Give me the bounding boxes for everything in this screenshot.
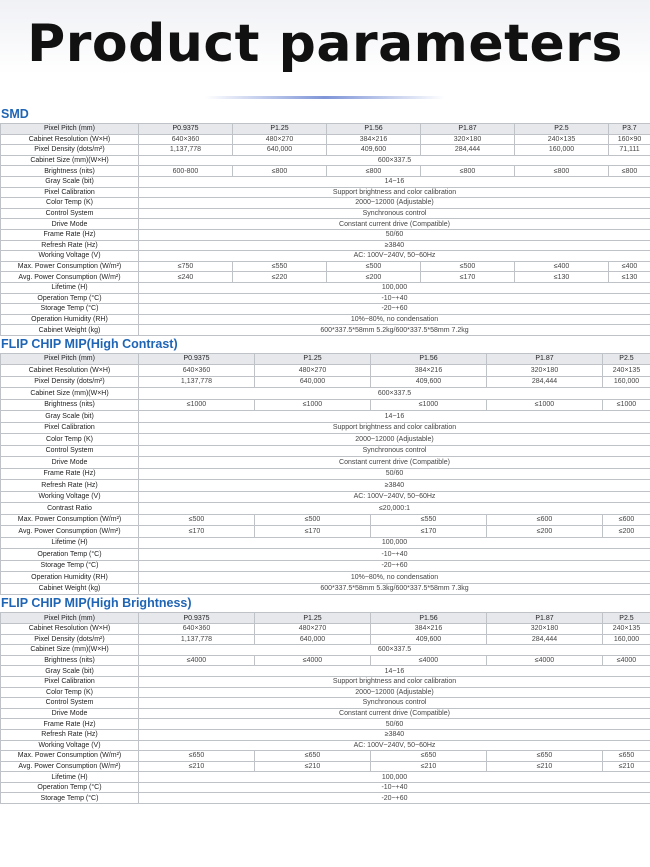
table-cell: ≤600 (487, 514, 603, 526)
spec-table (0, 353, 650, 596)
table-cell: Constant current drive (Compatible) (139, 708, 650, 719)
row-label: Pixel Calibration (1, 676, 139, 687)
table-row (1, 491, 650, 503)
row-label: Cabinet Weight (kg) (1, 583, 139, 595)
page-title: Product parameters (27, 14, 623, 74)
table-cell: 100,000 (139, 282, 650, 293)
table-cell: 640×360 (139, 623, 255, 634)
column-header: P0.9375 (139, 613, 255, 624)
row-label-header: Pixel Pitch (mm) (1, 613, 139, 624)
table-cell: ≤210 (255, 761, 371, 772)
table-cell: ≤800 (421, 166, 515, 177)
table-row (1, 698, 650, 709)
page-header (0, 0, 650, 106)
spec-sections (0, 106, 650, 804)
table-cell: 480×270 (255, 365, 371, 377)
row-label: Frame Rate (Hz) (1, 468, 139, 480)
table-cell: 10%~80%, no condensation (139, 314, 650, 325)
table-row (1, 411, 650, 423)
table-cell: 160,000 (515, 145, 609, 156)
table-row (1, 187, 650, 198)
table-row (1, 208, 650, 219)
table-row (1, 560, 650, 572)
table-cell: ≤4000 (371, 655, 487, 666)
table-row (1, 229, 650, 240)
table-row (1, 282, 650, 293)
table-cell: ≤210 (371, 761, 487, 772)
row-label: Cabinet Resolution (W×H) (1, 623, 139, 634)
table-row (1, 708, 650, 719)
column-header: P1.56 (327, 124, 421, 135)
table-cell: ≤4000 (603, 655, 650, 666)
row-label: Max. Power Consumption (W/m²) (1, 751, 139, 762)
table-cell: 2000~12000 (Adjustable) (139, 198, 650, 209)
row-label: Working Voltage (V) (1, 491, 139, 503)
table-header-row (1, 124, 650, 135)
table-row (1, 176, 650, 187)
row-label: Brightness (nits) (1, 655, 139, 666)
table-row (1, 526, 650, 538)
table-cell: ≤500 (139, 514, 255, 526)
table-cell: 160×90 (609, 134, 650, 145)
table-header-row (1, 353, 650, 365)
table-row (1, 388, 650, 400)
table-cell: 640,000 (255, 634, 371, 645)
table-cell: -20~+60 (139, 304, 650, 315)
table-cell: Support brightness and color calibration (139, 676, 650, 687)
row-label: Cabinet Resolution (W×H) (1, 365, 139, 377)
row-label: Refresh Rate (Hz) (1, 729, 139, 740)
table-cell: ≤750 (139, 261, 233, 272)
row-label: Cabinet Size (mm)(W×H) (1, 388, 139, 400)
table-row (1, 445, 650, 457)
table-cell: 284,444 (421, 145, 515, 156)
table-cell: ≤550 (233, 261, 327, 272)
table-cell: 160,000 (603, 634, 650, 645)
table-cell: ≤200 (603, 526, 650, 538)
row-label: Gray Scale (bit) (1, 411, 139, 423)
table-row (1, 457, 650, 469)
table-cell: 50/60 (139, 468, 650, 480)
section-title: FLIP CHIP MIP(High Contrast) (1, 336, 178, 351)
table-cell: ≤130 (515, 272, 609, 283)
table-row (1, 793, 650, 804)
table-cell: ≤4000 (255, 655, 371, 666)
table-cell: ≤800 (609, 166, 650, 177)
spec-section (0, 595, 650, 804)
table-cell: ≤650 (603, 751, 650, 762)
table-cell: Constant current drive (Compatible) (139, 457, 650, 469)
table-header-row (1, 613, 650, 624)
row-label: Max. Power Consumption (W/m²) (1, 514, 139, 526)
row-label: Storage Temp (°C) (1, 304, 139, 315)
table-row (1, 198, 650, 209)
table-row (1, 325, 650, 336)
table-row (1, 304, 650, 315)
table-cell: Support brightness and color calibration (139, 187, 650, 198)
table-cell: ≤500 (327, 261, 421, 272)
table-row (1, 365, 650, 377)
table-row (1, 376, 650, 388)
table-cell: -20~+60 (139, 793, 650, 804)
table-cell: 409,600 (371, 634, 487, 645)
table-cell: 384×216 (371, 623, 487, 634)
table-cell: ≤210 (139, 761, 255, 772)
row-label: Avg. Power Consumption (W/m²) (1, 272, 139, 283)
table-cell: ≤210 (487, 761, 603, 772)
row-label: Cabinet Size (mm)(W×H) (1, 645, 139, 656)
column-header: P1.56 (371, 353, 487, 365)
table-cell: ≤650 (487, 751, 603, 762)
row-label: Lifetime (H) (1, 537, 139, 549)
table-row (1, 145, 650, 156)
column-header: P1.25 (255, 353, 371, 365)
spec-section (0, 336, 650, 596)
row-label: Avg. Power Consumption (W/m²) (1, 761, 139, 772)
table-cell: ≤200 (487, 526, 603, 538)
table-cell: 14~16 (139, 176, 650, 187)
table-row (1, 293, 650, 304)
column-header: P2.5 (603, 353, 650, 365)
table-row (1, 666, 650, 677)
row-label: Color Temp (K) (1, 687, 139, 698)
table-cell: ≤170 (421, 272, 515, 283)
table-cell: -10~+40 (139, 549, 650, 561)
table-cell: ≤240 (139, 272, 233, 283)
table-cell: 100,000 (139, 772, 650, 783)
table-row (1, 468, 650, 480)
table-row (1, 719, 650, 730)
row-label: Operation Humidity (RH) (1, 314, 139, 325)
table-row (1, 155, 650, 166)
column-header: P1.87 (421, 124, 515, 135)
row-label: Brightness (nits) (1, 399, 139, 411)
table-cell: ≤400 (515, 261, 609, 272)
row-label: Gray Scale (bit) (1, 176, 139, 187)
table-cell: ≤4000 (487, 655, 603, 666)
table-cell: 284,444 (487, 634, 603, 645)
table-row (1, 166, 650, 177)
table-cell: 240×135 (603, 623, 650, 634)
table-cell: 640,000 (255, 376, 371, 388)
row-label: Brightness (nits) (1, 166, 139, 177)
column-header: P0.9375 (139, 353, 255, 365)
table-cell: Support brightness and color calibration (139, 422, 650, 434)
table-cell: 600-800 (139, 166, 233, 177)
table-cell: ≤800 (515, 166, 609, 177)
table-row (1, 572, 650, 584)
table-row (1, 272, 650, 283)
row-label: Lifetime (H) (1, 282, 139, 293)
column-header: P2.5 (603, 613, 650, 624)
table-row (1, 583, 650, 595)
table-cell: 14~16 (139, 411, 650, 423)
table-cell: 409,600 (327, 145, 421, 156)
row-label: Pixel Density (dots/m²) (1, 145, 139, 156)
table-row (1, 751, 650, 762)
table-cell: Synchronous control (139, 698, 650, 709)
table-cell: ≤170 (255, 526, 371, 538)
table-cell: 600×337.5 (139, 388, 650, 400)
table-row (1, 761, 650, 772)
table-row (1, 537, 650, 549)
column-header: P2.5 (515, 124, 609, 135)
table-cell: ≤500 (255, 514, 371, 526)
row-label: Drive Mode (1, 708, 139, 719)
column-header: P1.56 (371, 613, 487, 624)
table-cell: ≤1000 (255, 399, 371, 411)
table-cell: 240×135 (515, 134, 609, 145)
table-cell: 240×135 (603, 365, 650, 377)
table-cell: 2000~12000 (Adjustable) (139, 687, 650, 698)
row-label: Storage Temp (°C) (1, 793, 139, 804)
row-label: Operation Temp (°C) (1, 293, 139, 304)
row-label: Color Temp (K) (1, 198, 139, 209)
table-cell: ≤20,000:1 (139, 503, 650, 515)
row-label: Control System (1, 445, 139, 457)
table-cell: Synchronous control (139, 445, 650, 457)
table-cell: 320×180 (421, 134, 515, 145)
table-cell: 1,137,778 (139, 145, 233, 156)
table-cell: 2000~12000 (Adjustable) (139, 434, 650, 446)
table-cell: 640×360 (139, 134, 233, 145)
column-header: P1.25 (233, 124, 327, 135)
table-cell: ≥3840 (139, 480, 650, 492)
table-cell: ≤500 (421, 261, 515, 272)
table-cell: ≤200 (327, 272, 421, 283)
table-row (1, 434, 650, 446)
row-label: Operation Humidity (RH) (1, 572, 139, 584)
table-cell: 100,000 (139, 537, 650, 549)
table-row (1, 687, 650, 698)
column-header: P1.87 (487, 613, 603, 624)
row-label: Pixel Density (dots/m²) (1, 376, 139, 388)
table-cell: ≤170 (139, 526, 255, 538)
table-row (1, 514, 650, 526)
table-row (1, 645, 650, 656)
table-cell: ≤650 (255, 751, 371, 762)
table-cell: AC: 100V~240V, 50~60Hz (139, 740, 650, 751)
table-cell: ≥3840 (139, 729, 650, 740)
section-title: SMD (1, 107, 29, 121)
row-label: Refresh Rate (Hz) (1, 240, 139, 251)
table-cell: ≤650 (371, 751, 487, 762)
table-row (1, 782, 650, 793)
spec-table (0, 123, 650, 336)
row-label: Working Voltage (V) (1, 251, 139, 262)
row-label: Operation Temp (°C) (1, 782, 139, 793)
table-cell: 640,000 (233, 145, 327, 156)
spec-section (0, 106, 650, 336)
table-cell: -10~+40 (139, 293, 650, 304)
row-label: Drive Mode (1, 457, 139, 469)
table-cell: ≤1000 (487, 399, 603, 411)
table-row (1, 261, 650, 272)
table-cell: 480×270 (233, 134, 327, 145)
table-cell: ≤1000 (371, 399, 487, 411)
table-cell: 409,600 (371, 376, 487, 388)
column-header: P0.9375 (139, 124, 233, 135)
table-row (1, 219, 650, 230)
table-cell: 600×337.5 (139, 155, 650, 166)
table-row (1, 729, 650, 740)
table-cell: -20~+60 (139, 560, 650, 572)
table-row (1, 134, 650, 145)
table-cell: AC: 100V~240V, 50~60Hz (139, 251, 650, 262)
table-row (1, 399, 650, 411)
table-cell: ≤1000 (139, 399, 255, 411)
row-label: Frame Rate (Hz) (1, 229, 139, 240)
table-cell: 1,137,778 (139, 376, 255, 388)
row-label: Color Temp (K) (1, 434, 139, 446)
table-row (1, 480, 650, 492)
row-label: Drive Mode (1, 219, 139, 230)
table-cell: 284,444 (487, 376, 603, 388)
table-cell: 600*337.5*58mm 5.3kg/600*337.5*58mm 7.3kg (139, 583, 650, 595)
row-label: Operation Temp (°C) (1, 549, 139, 561)
row-label: Lifetime (H) (1, 772, 139, 783)
table-row (1, 676, 650, 687)
section-title: FLIP CHIP MIP(High Brightness) (1, 596, 192, 611)
table-row (1, 623, 650, 634)
row-label: Pixel Calibration (1, 422, 139, 434)
table-cell: ≤550 (371, 514, 487, 526)
table-row (1, 422, 650, 434)
row-label-header: Pixel Pitch (mm) (1, 124, 139, 135)
row-label: Pixel Density (dots/m²) (1, 634, 139, 645)
row-label: Cabinet Size (mm)(W×H) (1, 155, 139, 166)
table-cell: ≤210 (603, 761, 650, 772)
table-cell: ≤800 (327, 166, 421, 177)
row-label: Cabinet Weight (kg) (1, 325, 139, 336)
table-cell: ≤600 (603, 514, 650, 526)
table-cell: Synchronous control (139, 208, 650, 219)
table-row (1, 655, 650, 666)
table-row (1, 240, 650, 251)
table-cell: 600×337.5 (139, 645, 650, 656)
table-cell: 160,000 (603, 376, 650, 388)
table-cell: -10~+40 (139, 782, 650, 793)
table-cell: 10%~80%, no condensation (139, 572, 650, 584)
column-header: P1.87 (487, 353, 603, 365)
table-row (1, 314, 650, 325)
row-label: Cabinet Resolution (W×H) (1, 134, 139, 145)
table-cell: 600*337.5*58mm 5.2kg/600*337.5*58mm 7.2kg (139, 325, 650, 336)
table-cell: ≤400 (609, 261, 650, 272)
table-cell: 1,137,778 (139, 634, 255, 645)
column-header: P1.25 (255, 613, 371, 624)
table-cell: 50/60 (139, 719, 650, 730)
title-underline (205, 96, 445, 99)
table-cell: ≤800 (233, 166, 327, 177)
table-cell: 384×216 (327, 134, 421, 145)
table-cell: ≤130 (609, 272, 650, 283)
table-cell: 320×180 (487, 623, 603, 634)
table-row (1, 772, 650, 783)
table-cell: ≤220 (233, 272, 327, 283)
table-cell: ≤4000 (139, 655, 255, 666)
row-label-header: Pixel Pitch (mm) (1, 353, 139, 365)
table-row (1, 251, 650, 262)
table-row (1, 740, 650, 751)
row-label: Max. Power Consumption (W/m²) (1, 261, 139, 272)
spec-table (0, 612, 650, 804)
row-label: Control System (1, 208, 139, 219)
table-cell: Constant current drive (Compatible) (139, 219, 650, 230)
row-label: Working Voltage (V) (1, 740, 139, 751)
table-cell: 71,111 (609, 145, 650, 156)
table-row (1, 549, 650, 561)
table-cell: 14~16 (139, 666, 650, 677)
table-cell: ≤650 (139, 751, 255, 762)
row-label: Avg. Power Consumption (W/m²) (1, 526, 139, 538)
row-label: Pixel Calibration (1, 187, 139, 198)
row-label: Contrast Ratio (1, 503, 139, 515)
table-row (1, 634, 650, 645)
row-label: Control System (1, 698, 139, 709)
table-cell: AC: 100V~240V, 50~60Hz (139, 491, 650, 503)
row-label: Frame Rate (Hz) (1, 719, 139, 730)
table-cell: ≥3840 (139, 240, 650, 251)
row-label: Refresh Rate (Hz) (1, 480, 139, 492)
row-label: Gray Scale (bit) (1, 666, 139, 677)
table-cell: ≤1000 (603, 399, 650, 411)
table-cell: 320×180 (487, 365, 603, 377)
table-cell: 640×360 (139, 365, 255, 377)
row-label: Storage Temp (°C) (1, 560, 139, 572)
column-header: P3.7 (609, 124, 650, 135)
table-cell: 480×270 (255, 623, 371, 634)
table-row (1, 503, 650, 515)
table-cell: 384×216 (371, 365, 487, 377)
table-cell: ≤170 (371, 526, 487, 538)
table-cell: 50/60 (139, 229, 650, 240)
